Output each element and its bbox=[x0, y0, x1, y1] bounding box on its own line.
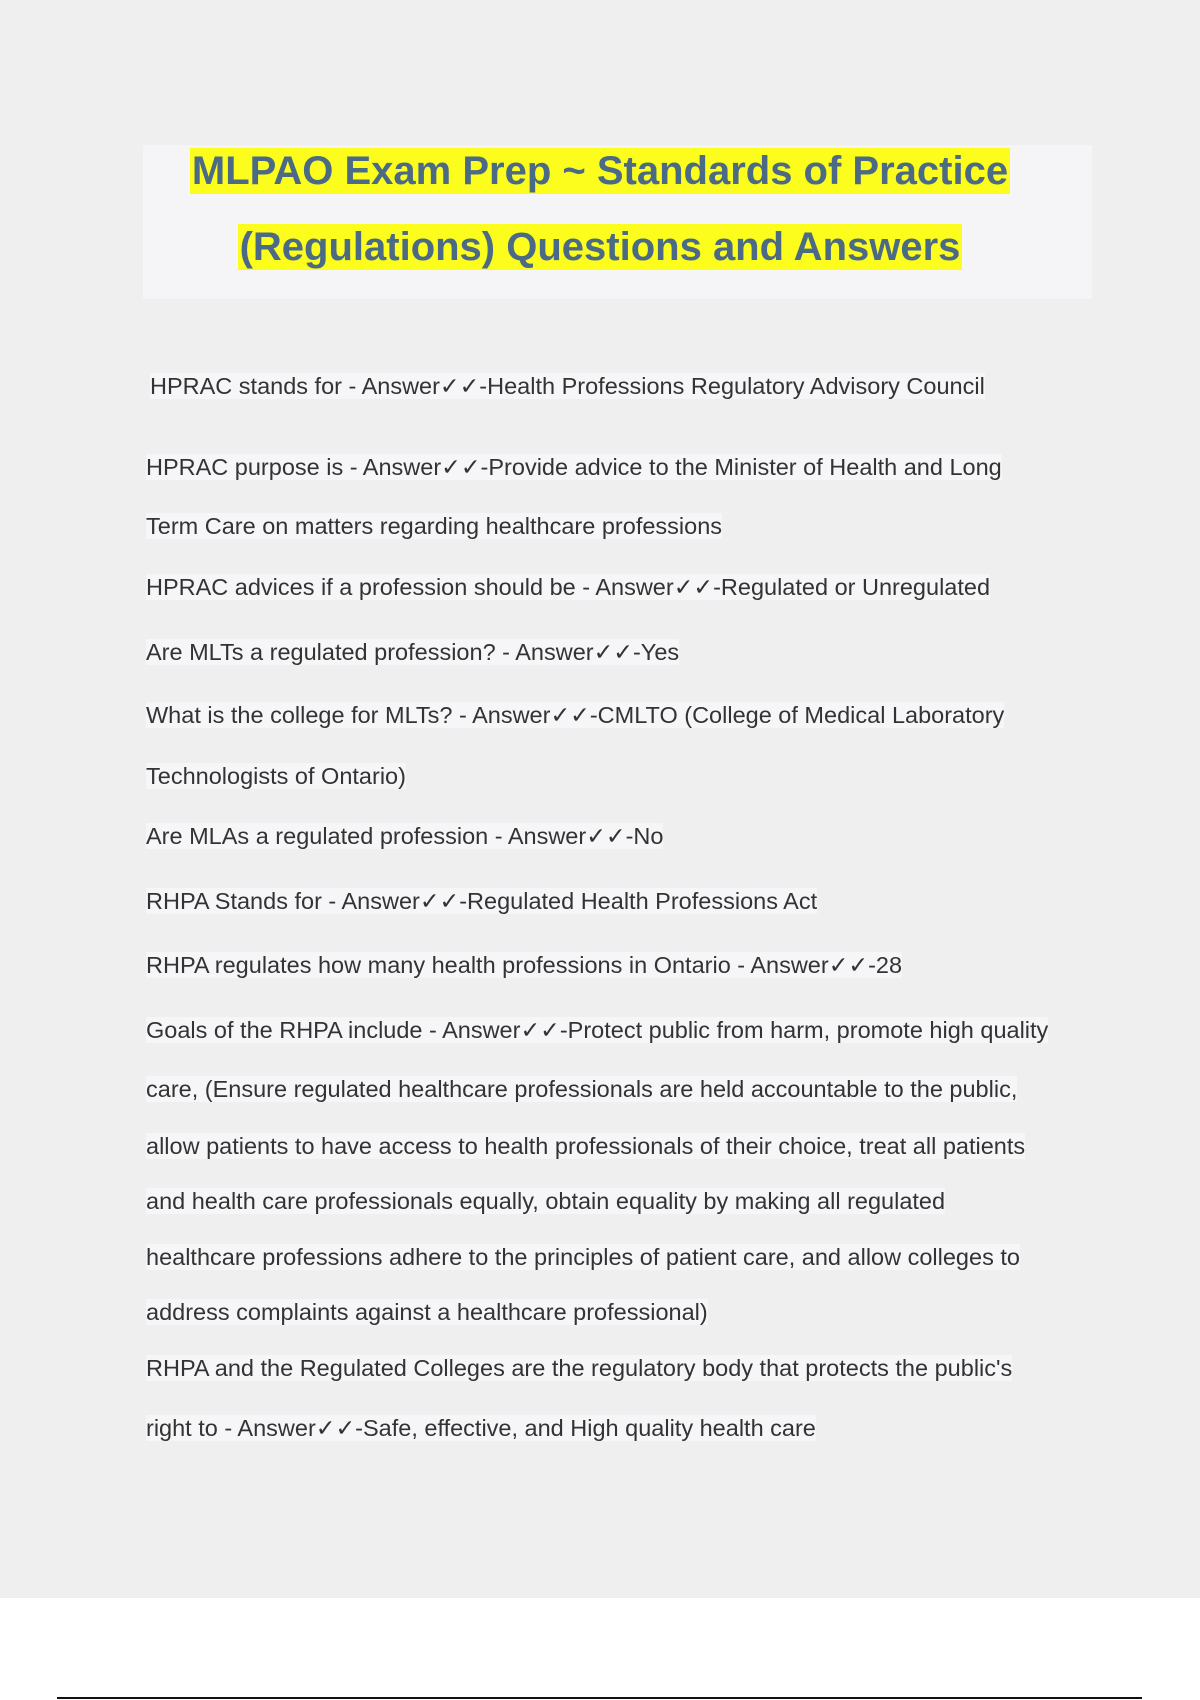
title-line-1-wrap bbox=[0, 148, 1200, 194]
document-title-line-1: MLPAO Exam Prep ~ Standards of Practice bbox=[191, 149, 1009, 193]
qa-line bbox=[146, 951, 1086, 979]
qa-line bbox=[146, 1188, 1086, 1215]
qa-line bbox=[150, 372, 1090, 400]
qa-line bbox=[146, 513, 1086, 540]
qa-text: and health care professionals equally, obtain equality by making all regulated bbox=[146, 1188, 946, 1214]
qa-text: What is the college for MLTs? - Answer✓✓-CMLTO (College of Medical Laboratory bbox=[146, 702, 1005, 728]
qa-text: care, (Ensure regulated healthcare professionals are held accountable to the public, bbox=[146, 1076, 1018, 1102]
qa-text: RHPA and the Regulated Colleges are the regulatory body that protects the public's bbox=[146, 1355, 1013, 1381]
qa-text: Are MLAs a regulated profession - Answer✓✓-No bbox=[146, 823, 664, 849]
qa-text: Goals of the RHPA include - Answer✓✓-Protect public from harm, promote high quality bbox=[146, 1017, 1049, 1043]
qa-line bbox=[146, 1299, 1086, 1326]
qa-line bbox=[146, 1076, 1086, 1103]
qa-text: HPRAC stands for - Answer✓✓-Health Professions Regulatory Advisory Council bbox=[150, 373, 985, 399]
qa-line bbox=[146, 1133, 1086, 1160]
qa-text: right to - Answer✓✓-Safe, effective, and High quality health care bbox=[146, 1415, 816, 1441]
qa-line bbox=[146, 763, 1086, 790]
title-line-2-wrap bbox=[0, 224, 1200, 270]
qa-line bbox=[146, 1244, 1086, 1271]
qa-line bbox=[146, 887, 1086, 915]
qa-text: Are MLTs a regulated profession? - Answer✓✓-Yes bbox=[146, 639, 680, 665]
document-title-line-2: (Regulations) Questions and Answers bbox=[239, 225, 961, 269]
qa-line bbox=[146, 638, 1086, 666]
qa-text: RHPA regulates how many health professions in Ontario - Answer✓✓-28 bbox=[146, 952, 903, 978]
qa-text: allow patients to have access to health professionals of their choice, treat all patients bbox=[146, 1133, 1026, 1159]
qa-text: Technologists of Ontario) bbox=[146, 763, 406, 789]
qa-line bbox=[146, 1414, 1086, 1442]
qa-text: healthcare professions adhere to the principles of patient care, and allow colleges to bbox=[146, 1244, 1020, 1270]
qa-line bbox=[146, 701, 1086, 729]
qa-line bbox=[146, 1355, 1086, 1382]
qa-line bbox=[146, 453, 1086, 481]
qa-line bbox=[146, 573, 1086, 601]
footer-rule bbox=[57, 1697, 1142, 1699]
qa-text: Term Care on matters regarding healthcare professions bbox=[146, 513, 723, 539]
qa-text: address complaints against a healthcare professional) bbox=[146, 1299, 708, 1325]
qa-line bbox=[146, 822, 1086, 850]
qa-text: HPRAC purpose is - Answer✓✓-Provide advice to the Minister of Health and Long bbox=[146, 454, 1002, 480]
qa-text: RHPA Stands for - Answer✓✓-Regulated Health Professions Act bbox=[146, 888, 818, 914]
qa-text: HPRAC advices if a profession should be - Answer✓✓-Regulated or Unregulated bbox=[146, 574, 991, 600]
qa-line bbox=[146, 1016, 1086, 1044]
